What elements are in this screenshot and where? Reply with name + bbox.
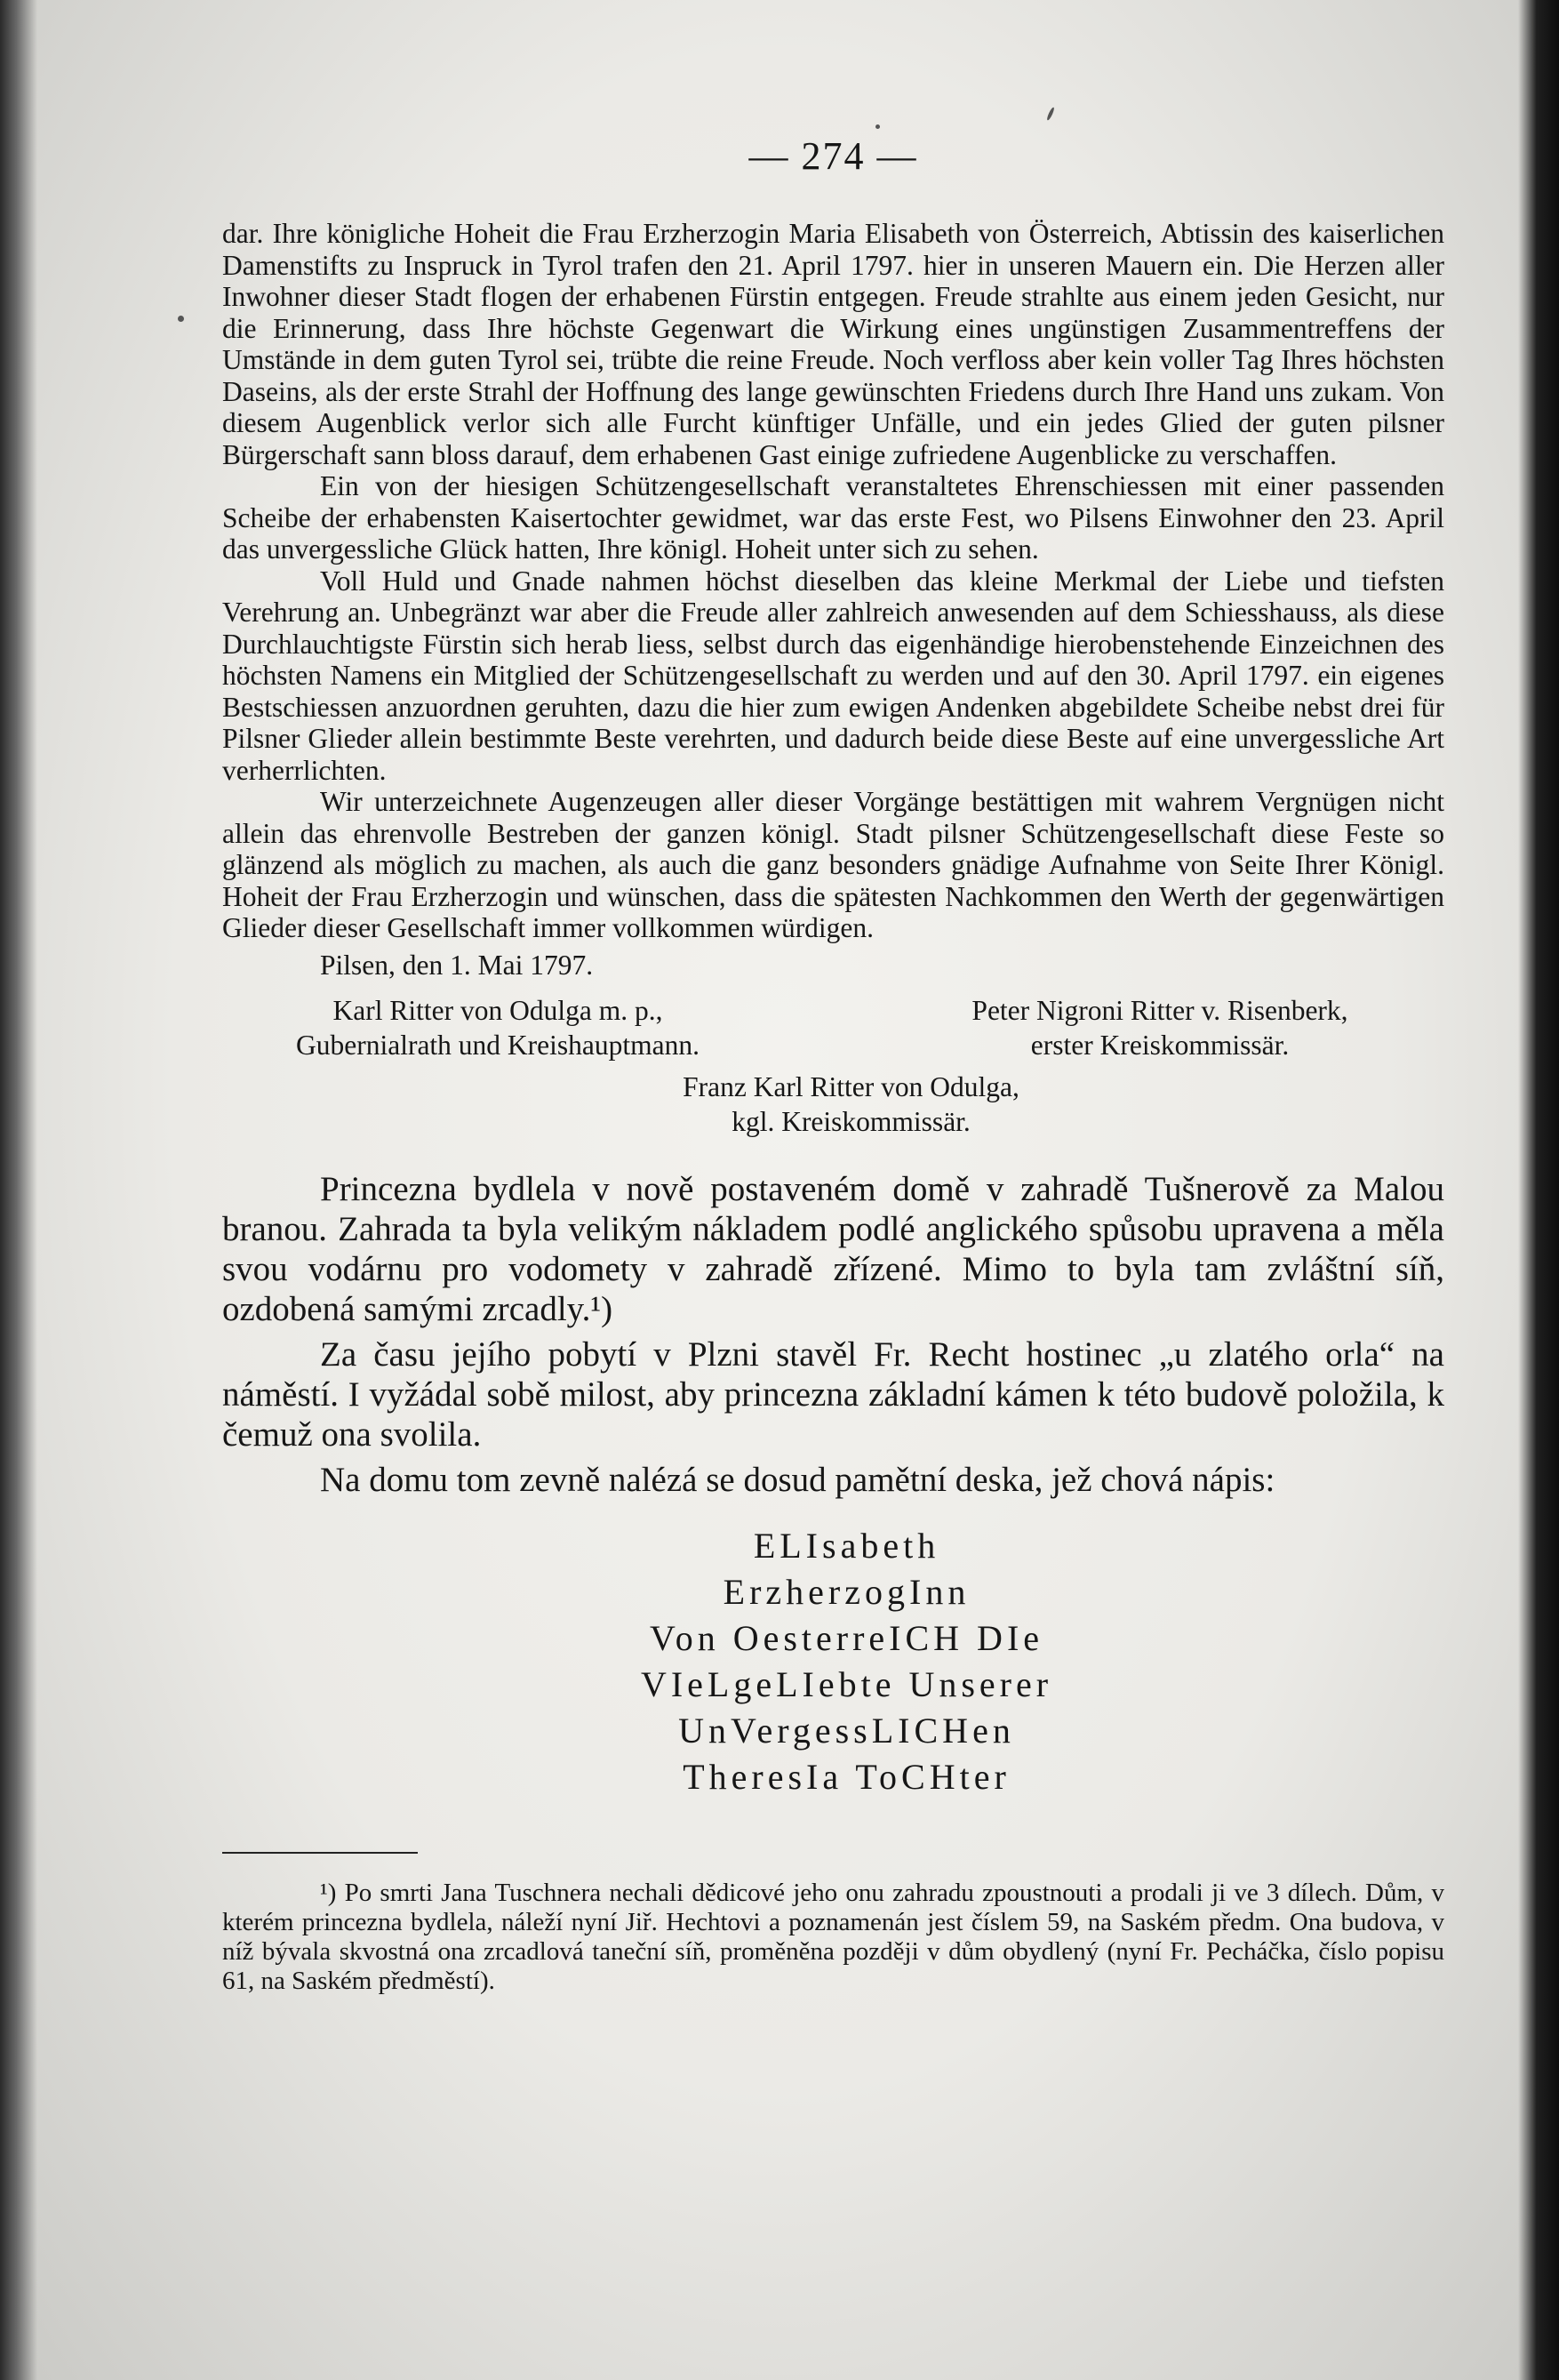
page-number: — 274 — xyxy=(748,134,918,178)
signature-right xyxy=(875,993,1444,1062)
inscription-line: Von OesterreICH DIe xyxy=(649,1618,1044,1658)
signature-center-title: kgl. Kreiskommissär. xyxy=(732,1106,971,1137)
signature-center xyxy=(222,1070,1444,1139)
signature-left xyxy=(222,993,773,1062)
signature-left-name: Karl Ritter von Odulga m. p., xyxy=(332,995,663,1026)
footnote-divider xyxy=(222,1852,418,1854)
german-paragraph-4: Wir unterzeichnete Augenzeugen aller dieser Vorgänge bestättigen mit wahrem Vergnügen nicht allein das ehrenvolle Bestreben der ganzen königl. Stadt pilsner Schützengesellschaft diese Feste so glänzend als möglich zu machen, als auch die ganz besonders gnädige Aufnahme von Seite Ihrer Königl. Hoheit der Frau Erzherzogin und wünschen, dass die spätesten Nachkommen den Werth der gegenwärtigen Glieder dieser Gesellschaft immer vollkommen würdigen. xyxy=(222,786,1444,943)
czech-paragraph-3: Na domu tom zevně nalézá se dosud pamětní deska, jež chová nápis: xyxy=(320,1461,1275,1499)
czech-paragraph-1: Princezna bydlela v nově postaveném domě v zahradě Tušnerově za Malou branou. Zahrada ta byla velikým nákladem podlé anglického spůsobu upravena a měla svou vodárnu pro vodomety v zahradě zřízené. Mimo to byla tam zvláštní síň, ozdobená samými zrcadly.¹) xyxy=(222,1170,1444,1328)
scan-speck xyxy=(178,316,184,322)
german-paragraph-2: Ein von der hiesigen Schützengesellschaft veranstaltetes Ehrenschiessen mit einer passenden Scheibe der erhabensten Kaisertochter gewidmet, war das erste Fest, wo Pilsens Einwohner den 23. April das unvergessliche Glück hatten, Ihre königl. Hoheit unter sich zu sehen. xyxy=(222,470,1444,565)
inscription-line: UnVergessLICHen xyxy=(678,1711,1015,1751)
signature-right-name: Peter Nigroni Ritter v. Risenberk, xyxy=(971,995,1348,1026)
inscription-line: TheresIa ToCHter xyxy=(683,1757,1011,1797)
memorial-inscription xyxy=(222,1523,1444,1800)
footnote: ¹) Po smrti Jana Tuschnera nechali dědicové jeho onu zahradu zpoustnouti a prodali ji ve 3 dílech. Dům, v kterém princezna bydlela, náleží nyní Jiř. Hechtovi a poznamenán jest číslem 59, na Saském předm. Ona budova, v níž bývala skvostná ona zrcadlová taneční síň, proměněna později v dům obydlený (nyní Fr. Pecháčka, číslo popisu 61, na Saském předměstí). xyxy=(222,1879,1444,1995)
scan-speck xyxy=(875,124,880,129)
inscription-line: ErzherzogInn xyxy=(723,1572,971,1612)
signature-right-title: erster Kreiskommissär. xyxy=(1030,1030,1290,1061)
czech-paragraph-2: Za času jejího pobytí v Plzni stavěl Fr. Recht hostinec „u zlatého orla“ na náměstí. I vyžádal sobě milost, aby princezna základní kámen k této budově položila, k čemuž ona svolila. xyxy=(222,1335,1444,1454)
inscription-line: ELIsabeth xyxy=(753,1526,940,1566)
page-content xyxy=(222,133,1444,1996)
signature-row xyxy=(222,993,1444,1062)
scan-right-edge xyxy=(1518,0,1559,2380)
inscription-line: VIeLgeLIebte Unserer xyxy=(640,1664,1053,1704)
scan-left-edge xyxy=(0,0,37,2380)
place-date: Pilsen, den 1. Mai 1797. xyxy=(320,949,594,981)
german-paragraph-1: dar. Ihre königliche Hoheit die Frau Erzherzogin Maria Elisabeth von Österreich, Abtissin des kaiserlichen Damenstifts zu Inspruck in Tyrol trafen den 21. April 1797. hier in unseren Mauern ein. Die Herzen aller Inwohner dieser Stadt flogen der erhabenen Fürstin entgegen. Freude strahlte aus einem jeden Gesicht, nur die Erinnerung, dass Ihre höchste Gegenwart die Wirkung eines ungünstigen Zusammentreffens der Umstände in dem guten Tyrol sei, trübte die reine Freude. Noch verfloss aber kein voller Tag Ihres höchsten Daseins, als der erste Strahl der Hoffnung des lange gewünschten Friedens durch Ihre Hand uns zukam. Von diesem Augenblick verlor sich alle Furcht künftiger Unfälle, und ein jedes Glied der guten pilsner Bürgerschaft sann bloss darauf, dem erhabenen Gast einige zufriedene Augenblicke zu verschaffen. xyxy=(222,218,1444,470)
signature-center-name: Franz Karl Ritter von Odulga, xyxy=(683,1071,1019,1102)
german-paragraph-3: Voll Huld und Gnade nahmen höchst dieselben das kleine Merkmal der Liebe und tiefsten Verehrung an. Unbegränzt war aber die Freude aller zahlreich anwesenden auf dem Schiesshauss, als diese Durchlauchtigste Fürstin sich herab liess, selbst durch das eigenhändige hierobenstehende Einzeichnen des höchsten Namens ein Mitglied der Schützengesellschaft zu werden und auf den 30. April 1797. ein eigenes Bestschiessen anzuordnen geruhten, dazu die hier zum ewigen Andenken abgebildete Scheibe nebst drei für Pilsner Glieder allein bestimmte Beste verehrten, und dadurch beide diese Beste auf eine unvergessliche Art verherrlichten. xyxy=(222,565,1444,786)
signature-left-title: Gubernialrath und Kreishauptmann. xyxy=(296,1030,700,1061)
